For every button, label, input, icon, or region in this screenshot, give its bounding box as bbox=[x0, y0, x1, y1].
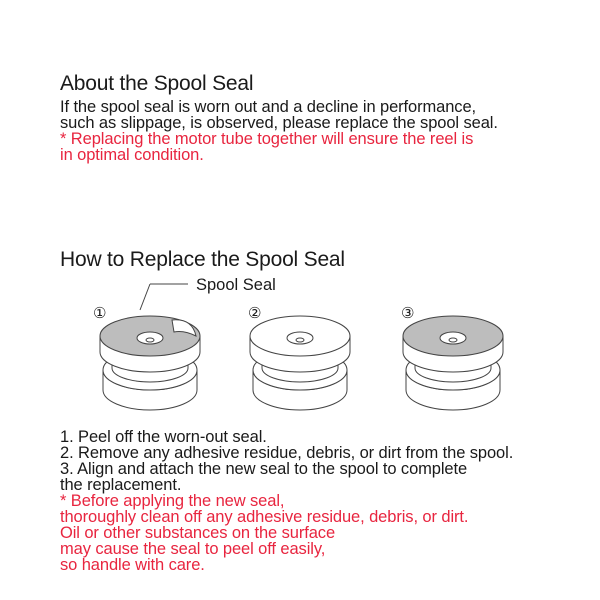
step-line: 1. Peel off the worn-out seal. bbox=[60, 428, 267, 446]
about-note-line: in optimal condition. bbox=[60, 146, 204, 164]
about-body-line: If the spool seal is worn out and a decline in performance, bbox=[60, 98, 477, 116]
about-title: About the Spool Seal bbox=[60, 72, 254, 95]
callout-leader bbox=[140, 284, 150, 310]
warning-line: Oil or other substances on the surface bbox=[60, 524, 336, 542]
step-marker-1: ① bbox=[93, 304, 107, 322]
warning-line: thoroughly clean off any adhesive residue, debris, or dirt. bbox=[60, 508, 469, 526]
about-note bbox=[60, 131, 473, 163]
howto-warning bbox=[60, 493, 468, 573]
step-line: the replacement. bbox=[60, 476, 182, 494]
spool-2-illustration bbox=[250, 316, 350, 410]
about-body bbox=[60, 99, 498, 131]
step-marker-3: ③ bbox=[401, 304, 415, 322]
step-line: 2. Remove any adhesive residue, debris, or dirt from the spool. bbox=[60, 444, 514, 462]
spool-1-illustration bbox=[100, 316, 200, 410]
spool-diagram bbox=[0, 270, 600, 430]
about-body-line: such as slippage, is observed, please replace the spool seal. bbox=[60, 114, 498, 132]
about-note-line: * Replacing the motor tube together will ensure the reel is bbox=[60, 130, 474, 148]
howto-title: How to Replace the Spool Seal bbox=[60, 248, 345, 271]
howto-steps bbox=[60, 429, 513, 493]
warning-line: * Before applying the new seal, bbox=[60, 492, 285, 510]
step-line: 3. Align and attach the new seal to the spool to complete bbox=[60, 460, 468, 478]
step-marker-2: ② bbox=[248, 304, 262, 322]
warning-line: may cause the seal to peel off easily, bbox=[60, 540, 326, 558]
warning-line: so handle with care. bbox=[60, 556, 205, 574]
spool-3-illustration bbox=[403, 316, 503, 410]
callout-label: Spool Seal bbox=[196, 276, 276, 294]
